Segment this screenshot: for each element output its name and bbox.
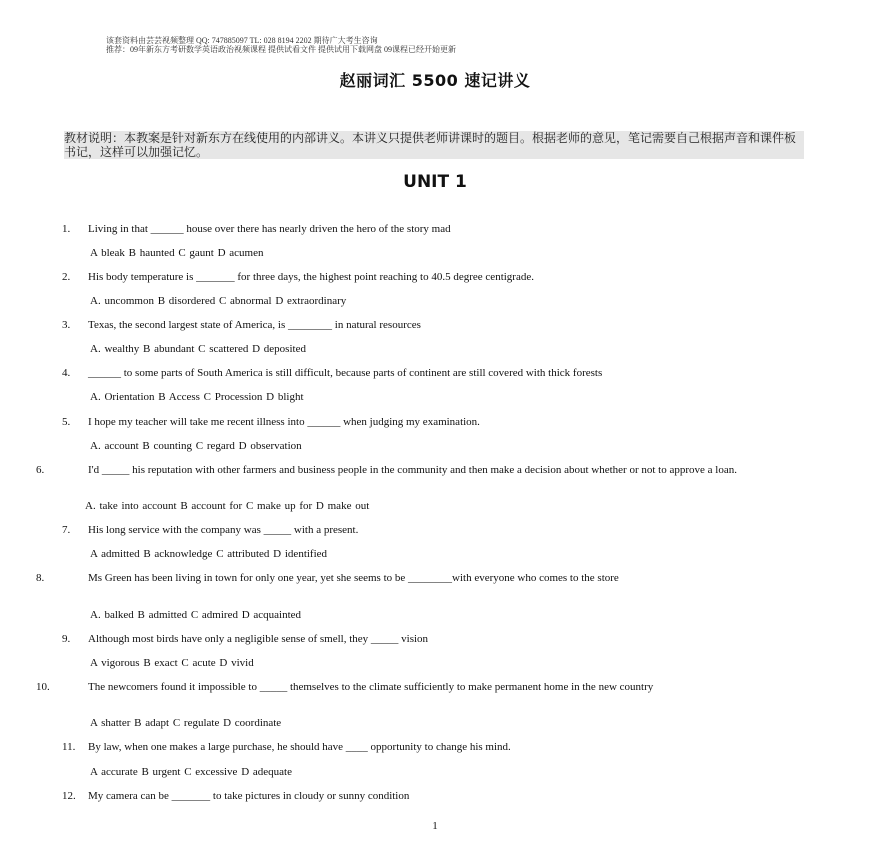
question-1-options: A bleak B haunted C gaunt D acumen (90, 247, 264, 259)
question-7-options: A admitted B acknowledge C attributed D identified (90, 548, 328, 560)
question-10-options: A shatter B adapt C regulate D coordinate (90, 717, 282, 729)
question-number: 2. (62, 271, 71, 283)
document-title: 赵丽词汇 5500 速记讲义 (339, 71, 531, 90)
question-6 (36, 464, 836, 476)
question-3-options: A. wealthy B abundant C scattered D deposited (90, 343, 306, 355)
question-5-options: A. account B counting C regard D observation (90, 440, 302, 452)
question-2 (62, 271, 534, 283)
header-ad-line-1: 该套资料由芸芸视频整理 QQ: 747885097 TL: 028 8194 2202 期待广大考生咨询 (106, 36, 378, 45)
question-6-options: A. take into account B account for C make up for D make out (85, 500, 370, 512)
question-11-options: A accurate B urgent C excessive D adequate (90, 766, 292, 778)
question-text: By law, when one makes a large purchase, he should have ____ opportunity to change his mind. (88, 741, 511, 753)
question-12 (62, 790, 409, 802)
question-number: 9. (62, 633, 71, 645)
question-5 (62, 416, 480, 428)
question-number: 10. (36, 681, 50, 693)
question-text: I'd _____ his reputation with other farmers and business people in the community and then make a decision about whether or not to approve a loan. (88, 464, 737, 476)
question-text: The newcomers found it impossible to _____ themselves to the climate sufficiently to make permanent home in the new country (88, 681, 654, 693)
question-2-options: A. uncommon B disordered C abnormal D extraordinary (90, 295, 347, 307)
question-8 (36, 572, 836, 584)
question-number: 12. (62, 790, 76, 802)
question-text: Ms Green has been living in town for only one year, yet she seems to be ________with everyone who comes to the store (88, 572, 619, 584)
question-text: I hope my teacher will take me recent illness into ______ when judging my examination. (88, 416, 480, 428)
unit-heading: UNIT 1 (403, 172, 467, 192)
question-text: His body temperature is _______ for three days, the highest point reaching to 40.5 degree centigrade. (88, 271, 534, 283)
header-ad-line-2: 推荐：09年新东方考研数学英语政治视频课程 提供试看文件 提供试用下载网盘 09课程已经开始更新 (106, 45, 456, 54)
question-1 (62, 223, 451, 235)
question-number: 8. (36, 572, 45, 584)
question-8-options: A. balked B admitted C admired D acquainted (90, 609, 302, 621)
question-number: 5. (62, 416, 71, 428)
question-text: ______ to some parts of South America is still difficult, because parts of continent are still covered with thick forests (88, 367, 603, 379)
question-4-options: A. Orientation B Access C Procession D blight (90, 391, 304, 403)
question-number: 4. (62, 367, 71, 379)
question-3 (62, 319, 421, 331)
question-number: 11. (62, 741, 76, 753)
page-number: 1 (432, 820, 438, 832)
question-text: My camera can be _______ to take pictures in cloudy or sunny condition (88, 790, 410, 802)
question-number: 6. (36, 464, 45, 476)
question-9 (62, 633, 428, 645)
intro-note: 教材说明：本教案是针对新东方在线使用的内部讲义。本讲义只提供老师讲课时的题目。根据老师的意见，笔记需要自己根据声音和课件板书记，这样可以加强记忆。 (64, 131, 804, 159)
question-text: His long service with the company was _____ with a present. (88, 524, 359, 536)
question-11 (62, 741, 511, 753)
question-text: Living in that ______ house over there has nearly driven the hero of the story mad (88, 223, 451, 235)
question-4 (62, 367, 602, 379)
question-number: 7. (62, 524, 71, 536)
question-number: 1. (62, 223, 71, 235)
question-9-options: A vigorous B exact C acute D vivid (90, 657, 254, 669)
question-number: 3. (62, 319, 71, 331)
question-text: Although most birds have only a negligible sense of smell, they _____ vision (88, 633, 429, 645)
question-10 (36, 681, 836, 693)
question-text: Texas, the second largest state of America, is ________ in natural resources (88, 319, 421, 331)
question-7 (62, 524, 358, 536)
